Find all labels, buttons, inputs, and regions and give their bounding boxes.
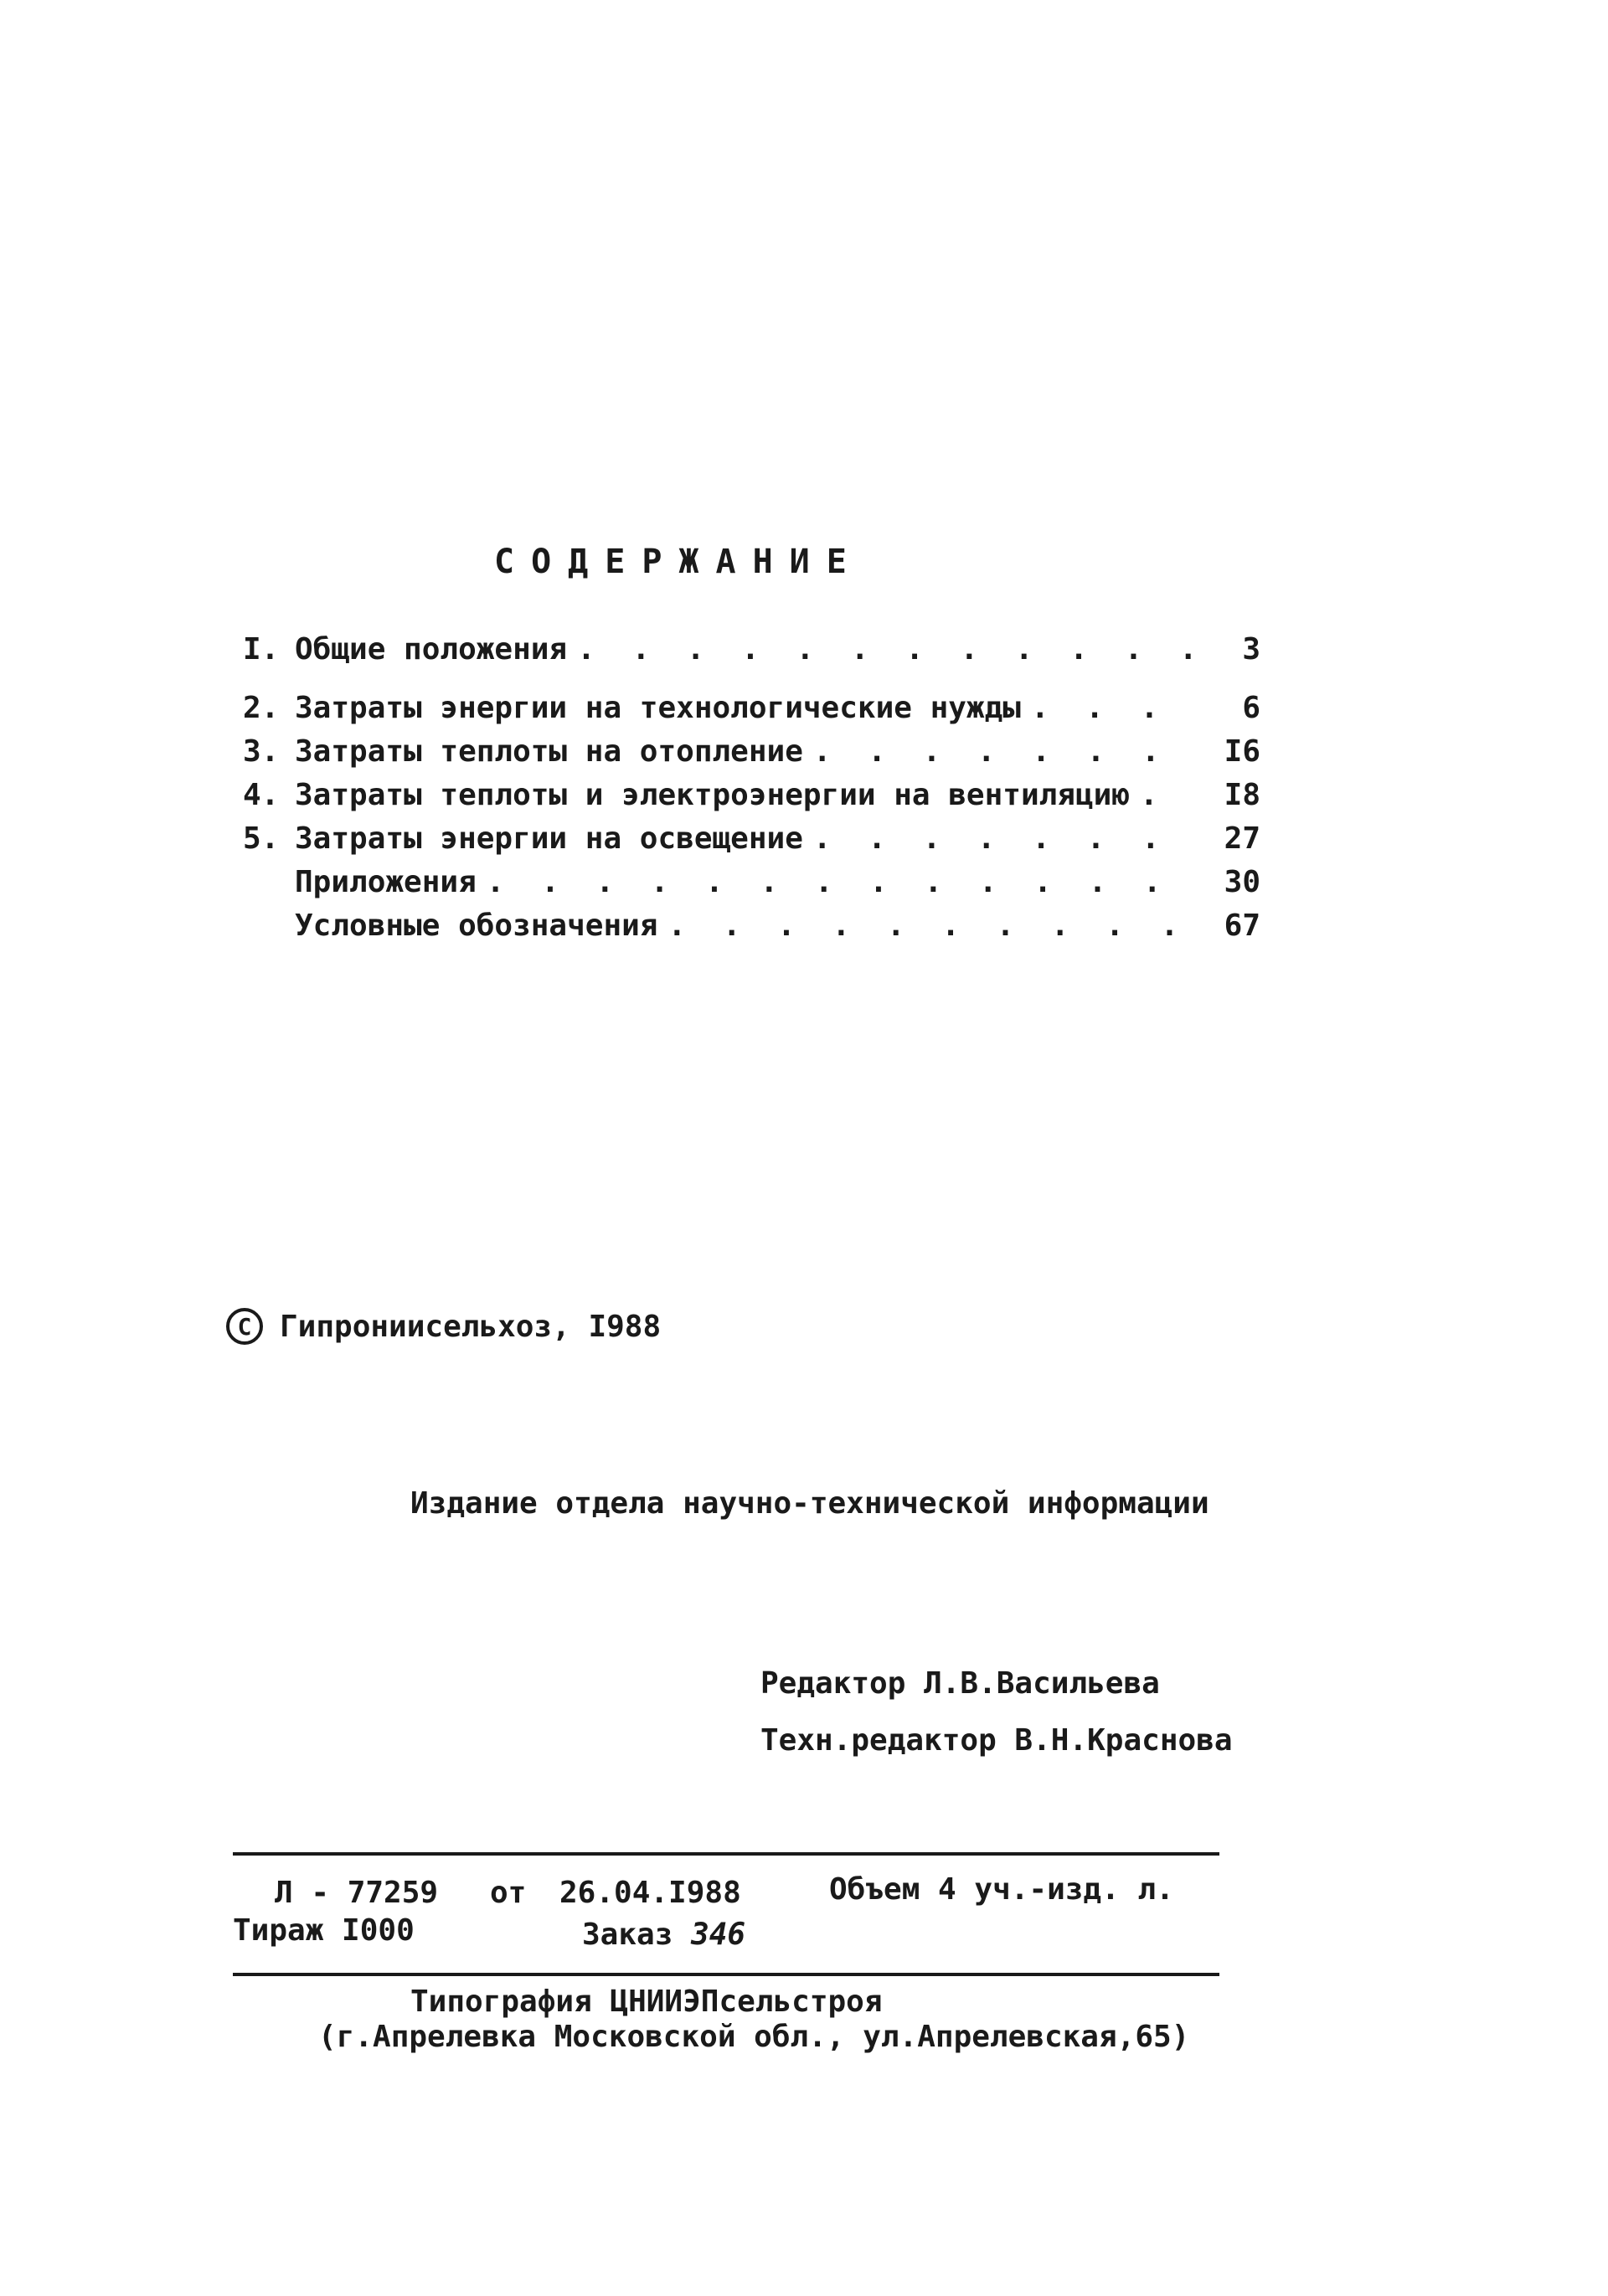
toc-item-title: Затраты энергии на технологические нужды — [295, 691, 1021, 725]
license-number: Л - 77259 — [275, 1876, 439, 1910]
toc-item-number: 2. — [243, 691, 280, 725]
imprint-bottom-rule — [233, 1973, 1219, 1976]
toc-item — [243, 865, 1260, 909]
circulation-text: Тираж I000 — [233, 1913, 415, 1948]
toc-item-page: I6 — [1224, 734, 1260, 769]
volume-text: Объем 4 уч.-изд. л. — [829, 1872, 1174, 1907]
toc-item-number: 3. — [243, 734, 280, 769]
toc-item-number: 4. — [243, 778, 280, 812]
toc-item-number: 5. — [243, 821, 280, 856]
toc-item-page: 30 — [1224, 865, 1260, 899]
toc-item-page: 67 — [1224, 909, 1260, 943]
toc-item-title: Затраты теплоты и электроэнергии на вентиляцию — [295, 778, 1130, 812]
license-date: 26.04.I988 — [559, 1876, 741, 1910]
editor-line: Редактор Л.В.Васильева — [760, 1666, 1160, 1701]
toc-item-title: Приложения — [295, 865, 477, 899]
toc-item — [243, 691, 1260, 734]
date-prefix: от — [490, 1876, 527, 1910]
table-of-contents — [243, 632, 1260, 952]
toc-leader-dots — [1021, 691, 1193, 725]
imprint-top-rule — [233, 1852, 1219, 1856]
copyright-text: Гипрониисельхоз, I988 — [280, 1309, 662, 1344]
copyright-line — [226, 1308, 661, 1345]
toc-item-page: 3 — [1242, 632, 1260, 667]
toc-item-title: Общие положения — [295, 632, 568, 667]
toc-item-title: Затраты энергии на освещение — [295, 821, 803, 856]
toc-leader-dots — [477, 865, 1193, 899]
toc-leader-dots — [1130, 778, 1193, 812]
toc-leader-dots — [567, 632, 1193, 667]
toc-leader-dots — [803, 734, 1193, 769]
toc-item-title: Затраты теплоты на отопление — [295, 734, 803, 769]
toc-item — [243, 778, 1260, 821]
toc-leader-dots — [803, 821, 1193, 856]
toc-heading: СОДЕРЖАНИЕ — [494, 543, 863, 581]
toc-item-title: Условные обозначения — [295, 909, 658, 943]
tech-editor-line: Техн.редактор В.Н.Краснова — [760, 1723, 1233, 1758]
edition-line: Издание отдела научно-технической информации — [410, 1486, 1209, 1521]
order-label: Заказ — [582, 1918, 673, 1952]
toc-item-number: I. — [243, 632, 280, 667]
toc-item — [243, 734, 1260, 778]
toc-item-page: 6 — [1242, 691, 1260, 725]
order-line — [582, 1918, 745, 1952]
toc-item — [243, 632, 1260, 676]
copyright-icon: C — [226, 1308, 263, 1345]
toc-item-page: 27 — [1224, 821, 1260, 856]
toc-item — [243, 909, 1260, 952]
printing-house: Типография ЦНИИЭПсельстроя — [410, 1985, 883, 2019]
order-number: 346 — [691, 1918, 746, 1952]
printing-address: (г.Апрелевка Московской обл., ул.Апрелевская,65) — [318, 2020, 1190, 2054]
toc-item-page: I8 — [1224, 778, 1260, 812]
toc-leader-dots — [657, 909, 1193, 943]
toc-item — [243, 821, 1260, 865]
